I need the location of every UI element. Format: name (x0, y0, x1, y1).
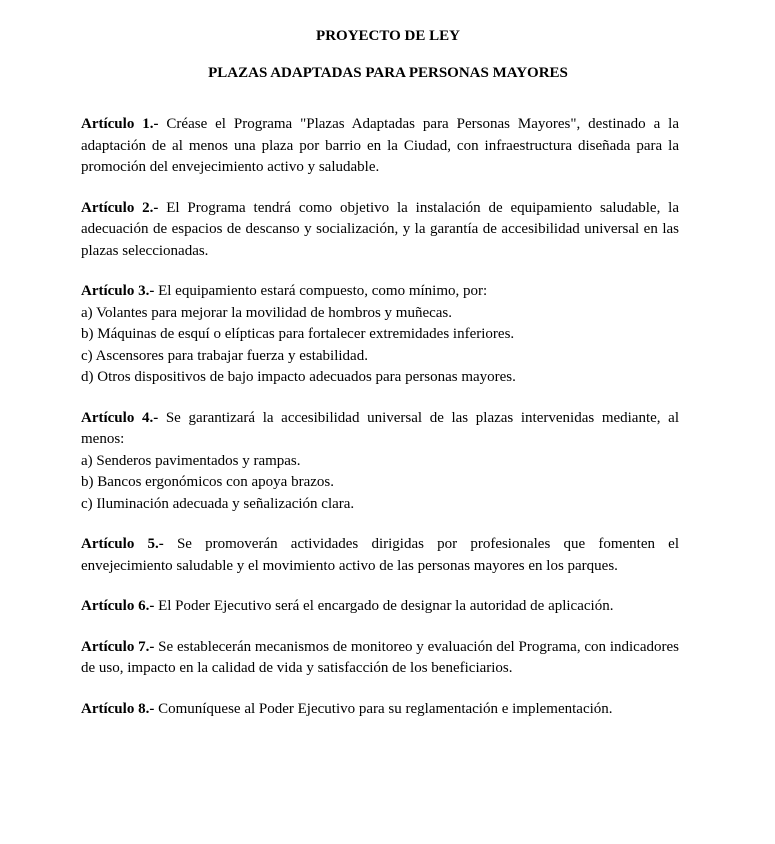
article-3-item-b: b) Máquinas de esquí o elípticas para fortalecer extremidades inferiores. (81, 326, 515, 342)
article-1 (81, 114, 679, 179)
article-8-label: Artículo 8.- (81, 700, 155, 717)
article-6 (81, 596, 679, 618)
article-6-paragraph (81, 596, 679, 618)
article-1-paragraph (81, 114, 679, 179)
article-1-label: Artículo 1.- (81, 116, 159, 132)
article-4-label: Artículo 4.- (81, 409, 159, 426)
document-title: PLAZAS ADAPTADAS PARA PERSONAS MAYORES (208, 65, 568, 81)
article-5 (81, 534, 679, 577)
article-3-label: Artículo 3.- (81, 283, 155, 299)
article-7 (81, 637, 679, 680)
article-1-text: Créase el Programa "Plazas Adaptadas para Personas Mayores", destinado a la adaptación de al menos una plaza por barrio en la Ciudad, con infraestructura diseñada para la promoción del envejecimiento activo y saludable. (81, 116, 679, 175)
article-4-text: Se garantizará la accesibilidad universal de las plazas intervenidas mediante, al menos: (81, 409, 679, 447)
article-6-label: Artículo 6.- (81, 598, 155, 614)
article-3-text: El equipamiento estará compuesto, como mínimo, por: (154, 283, 488, 299)
article-4-item-a: a) Senderos pavimentados y rampas. (81, 452, 301, 469)
article-8-text: Comuníquese al Poder Ejecutivo para su reglamentación e implementación. (154, 700, 613, 717)
article-7-text: Se establecerán mecanismos de monitoreo y evaluación del Programa, con indicadores de uso, impacto en la calidad de vida y satisfacción de los beneficiarios. (81, 638, 679, 676)
article-5-paragraph (81, 534, 679, 577)
article-3-paragraph (81, 281, 679, 303)
article-4 (81, 408, 679, 516)
article-3-item-d: d) Otros dispositivos de bajo impacto adecuados para personas mayores. (81, 369, 516, 385)
article-2 (81, 198, 679, 263)
article-7-paragraph (81, 637, 679, 680)
article-4-item-b: b) Bancos ergonómicos con apoya brazos. (81, 474, 334, 490)
article-6-text: El Poder Ejecutivo será el encargado de designar la autoridad de aplicación. (154, 598, 614, 614)
article-2-paragraph (81, 198, 679, 263)
article-8-paragraph (81, 699, 679, 721)
article-3 (81, 281, 679, 389)
article-4-paragraph (81, 408, 679, 451)
document-type-heading: PROYECTO DE LEY (316, 28, 460, 44)
article-5-text: Se promoverán actividades dirigidas por profesionales que fomenten el envejecimiento saludable y el movimiento activo de las personas mayores en los parques. (81, 536, 679, 574)
article-7-label: Artículo 7.- (81, 638, 155, 655)
articles-list (81, 114, 679, 720)
article-4-item-c: c) Iluminación adecuada y señalización clara. (81, 495, 355, 512)
article-2-label: Artículo 2.- (81, 199, 159, 216)
article-5-label: Artículo 5.- (81, 536, 164, 552)
article-3-item-a: a) Volantes para mejorar la movilidad de hombros y muñecas. (81, 304, 453, 321)
article-2-text: El Programa tendrá como objetivo la instalación de equipamiento saludable, la adecuación de espacios de descanso y socialización, y la garantía de accesibilidad universal en las plazas seleccionadas. (81, 199, 679, 259)
article-8 (81, 699, 679, 721)
article-3-item-c: c) Ascensores para trabajar fuerza y estabilidad. (81, 347, 368, 364)
